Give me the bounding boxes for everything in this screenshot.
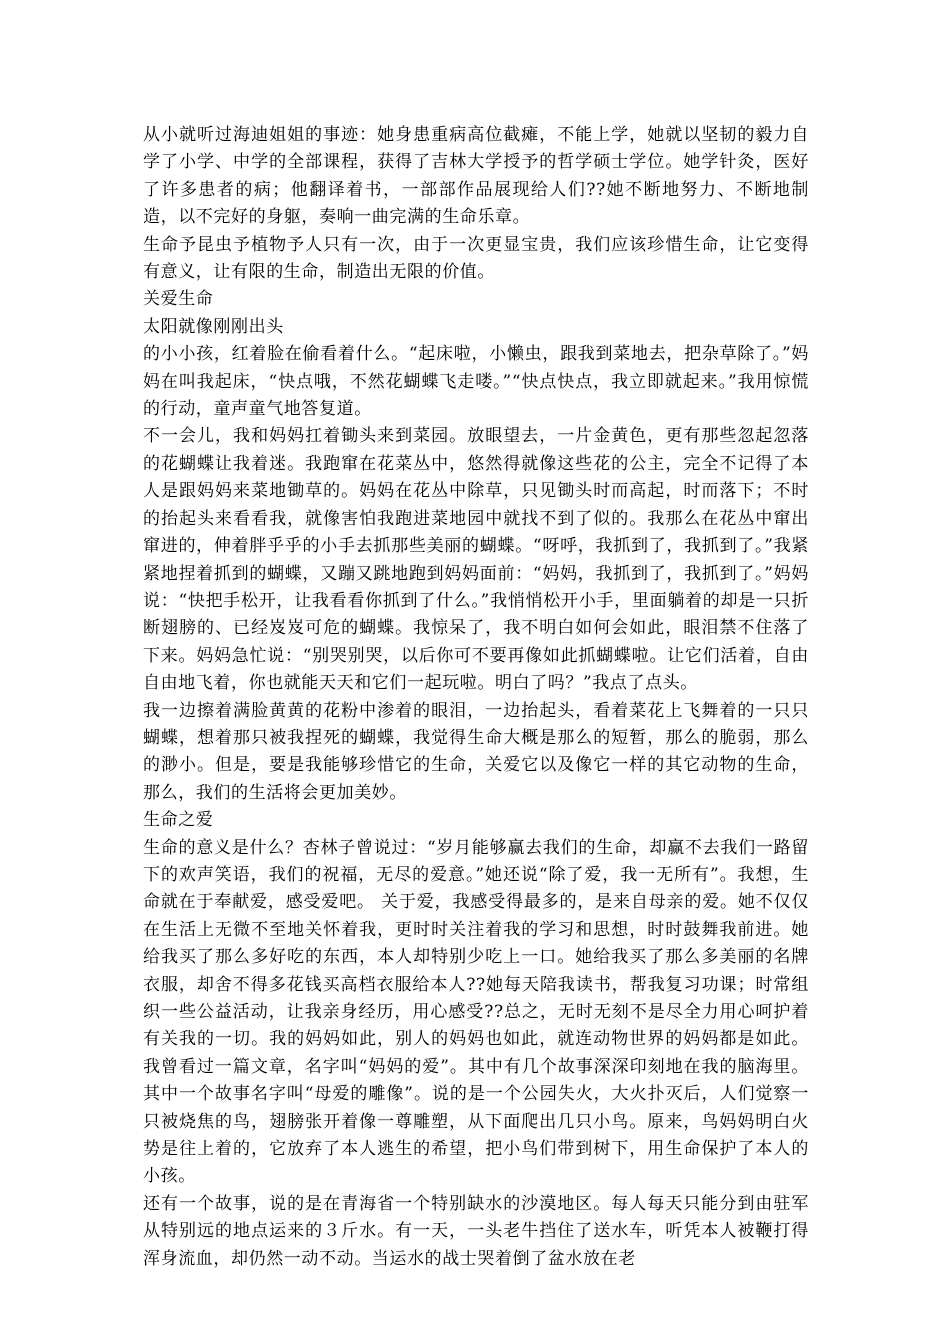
- paragraph-desert-story: 还有一个故事，说的是在青海省一个特别缺水的沙漠地区。每人每天只能分到由驻军从特别远的地点运来的３斤水。有一天，一头老牛挡住了送水车，听凭本人被鞭打得浑身流血，却仍然一动不动。当运水的战士哭着倒了盆水放在老: [143, 1193, 809, 1269]
- section-heading-care-for-life: 关爱生命: [143, 289, 214, 310]
- section-subheading-sun: 太阳就像刚刚出头: [143, 316, 284, 337]
- paragraph-butterfly-garden: 不一会儿，我和妈妈扛着锄头来到菜园。放眼望去，一片金黄色，更有那些忽起忽落的花蝴蝶让我着迷。我跑窜在花菜丛中，悠然得就像这些花的公主，完全不记得了本人是跟妈妈来菜地锄草的。妈妈在花丛中除草，只见锄头时而高起，时而落下；不时的抬起头来看看我，就像害怕我跑进菜地园中就找不到了似的。我那么在花丛中窜出窜进的，伸着胖乎乎的小手去抓那些美丽的蝴蝶。“呀呼，我抓到了，我抓到了。”我紧紧地捏着抓到的蝴蝶，又蹦又跳地跑到妈妈面前：“妈妈，我抓到了，我抓到了。”妈妈说：“快把手松开，让我看看你抓到了什么。”我悄悄松开小手，里面躺着的却是一只折断翅膀的、已经岌岌可危的蝴蝶。我惊呆了，我不明白如何会如此，眼泪禁不住落了下来。妈妈急忙说：“别哭别哭，以后你可不要再像如此抓蝴蝶啦。让它们活着，自由自由地飞着，你也就能天天和它们一起玩啦。明白了吗？”我点了点头。: [143, 426, 809, 694]
- paragraph-mothers-love: 生命的意义是什么？杏林子曾说过：“岁月能够赢去我们的生命，却赢不去我们一路留下的欢声笑语，我们的祝福，无尽的爱意。”她还说“除了爱，我一无所有”。我想，生命就在于奉献爱，感受爱吧。 关于爱，我感受得最多的，是来自母亲的爱。她不仅仅在生活上无微不至地关怀着我，更时时关注着我的学习和思想，时时鼓舞我前进。她给我买了那么多好吃的东西，本人却特别少吃上一口。她给我买了那么多美丽的名牌衣服，却舍不得多花钱买高档衣服给本人??她每天陪我读书，帮我复习功课；时常组织一些公益活动，让我亲身经历，用心感受??总之，无时无刻不是尽全力用心呵护着有关我的一切。我的妈妈如此，别人的妈妈也如此，就连动物世界的妈妈都是如此。我曾看过一篇文章，名字叫“妈妈的爱”。其中有几个故事深深印刻地在我的脑海里。其中一个故事名字叫“母爱的雕像”。说的是一个公园失火，大火扑灭后，人们觉察一只被烧焦的鸟，翅膀张开着像一尊雕塑，从下面爬出几只小鸟。原来，鸟妈妈明白火势是往上着的，它放弃了本人逃生的希望，把小鸟们带到树下，用生命保护了本人的小孩。: [143, 837, 809, 1187]
- section-heading-love-of-life: 生命之爱: [143, 810, 214, 831]
- paragraph-cherish-life: 生命予昆虫予植物予人只有一次，由于一次更显宝贵，我们应该珍惜生命，让它变得有意义，让有限的生命，制造出无限的价值。: [143, 234, 809, 283]
- paragraph-haidi-story: 从小就听过海迪姐姐的事迹：她身患重病高位截瘫，不能上学，她就以坚韧的毅力自学了小学、中学的全部课程，获得了吉林大学授予的哲学硕士学位。她学针灸，医好了许多患者的病；他翻译着书，一部部作品展现给人们??她不断地努力、不断地制造，以不完好的身躯，奏响一曲完满的生命乐章。: [143, 125, 809, 228]
- paragraph-morning-wakeup: 的小小孩，红着脸在偷看着什么。“起床啦，小懒虫，跟我到菜地去，把杂草除了。”妈妈在叫我起床，“快点哦，不然花蝴蝶飞走喽。”“快点快点，我立即就起来。”我用惊慌的行动，童声童气地答复道。: [143, 344, 809, 420]
- paragraph-butterfly-reflection: 我一边擦着满脸黄黄的花粉中渗着的眼泪，一边抬起头，看着菜花上飞舞着的一只只蝴蝶，想着那只被我捏死的蝴蝶，我觉得生命大概是那么的短暂，那么的脆弱，那么的渺小。但是，要是我能够珍惜它的生命，关爱它以及像它一样的其它动物的生命，那么，我们的生活将会更加美妙。: [143, 700, 809, 803]
- document-page: [143, 122, 809, 1273]
